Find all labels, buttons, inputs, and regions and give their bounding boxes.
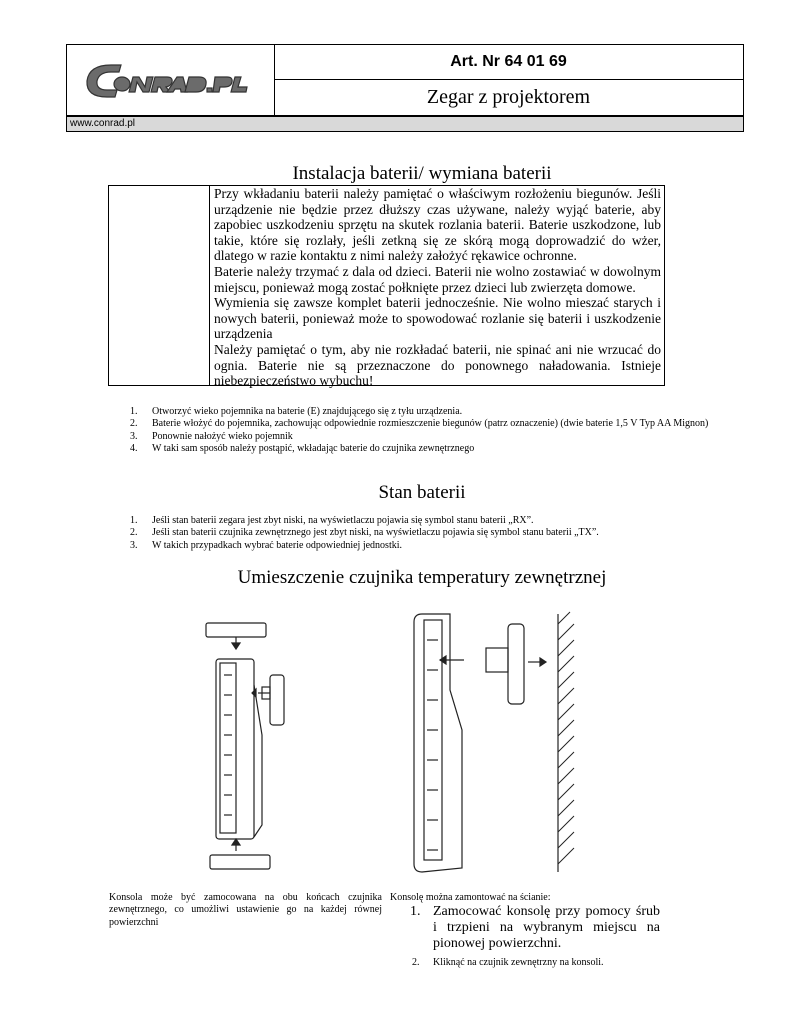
conrad-logo [67, 45, 274, 115]
sensor-stand-illustration [190, 615, 310, 880]
list-item: 3. W takich przypadkach wybrać baterie odpowiedniej jednostki. [130, 539, 403, 551]
list-item: 3. Ponownie nałożyć wieko pojemnik [130, 430, 293, 442]
list-item: 1. Otworzyć wieko pojemnika na baterie (E) znajdującego się z tyłu urządzenia. [130, 406, 463, 417]
list-item: 2. Jeśli stan baterii czujnika zewnętrznego jest zbyt niski, na wyświetlaczu pojawia się symbol stanu baterii „TX”. [130, 527, 599, 539]
logo-cell [67, 45, 275, 115]
wall-mount-steps [390, 904, 660, 969]
website-url: www.conrad.pl [66, 116, 744, 132]
list-item: 2. Baterie włożyć do pojemnika, zachowując odpowiednie rozmieszczenie biegunów (patrz oznaczenie) (dwie baterie 1,5 V Typ AA Mignon) [130, 418, 709, 430]
battery-steps-list [108, 406, 728, 456]
warning-paragraph: Należy pamiętać o tym, aby nie rozkładać baterii, nie spinać ani nie wrzucać do ognia. Baterie nie są przeznaczone do ponownego naładowania. Istnieje niebezpieczeństwo wybuchu! [214, 341, 661, 389]
wall-mount-intro: Konsolę można zamontować na ścianie: [390, 892, 551, 903]
list-item: 1. Jeśli stan baterii zegara jest zbyt niski, na wyświetlaczu pojawia się symbol stanu baterii „RX”. [130, 515, 534, 526]
document-header [66, 44, 744, 116]
warning-icon-cell [109, 186, 210, 385]
sensor-placement-heading: Umieszczenie czujnika temperatury zewnętrznej [237, 567, 607, 588]
battery-warning-box [108, 185, 665, 389]
battery-status-list [108, 515, 728, 552]
battery-status-heading: Stan baterii [378, 482, 466, 503]
battery-install-heading: Instalacja baterii/ wymiana baterii [292, 163, 552, 184]
sensor-wall-illustration [410, 610, 585, 880]
warning-paragraph: Wymienia się zawsze komplet baterii jednocześnie. Nie wolno mieszać starych i nowych baterii, ponieważ może to spowodować rozlanie się baterii i uszkodzenie urządzenia [214, 295, 661, 342]
stand-caption: Konsola może być zamocowana na obu końcach czujnika zewnętrznego, co umożliwi ustawienie go na każdej równej powierzchni [109, 892, 382, 928]
list-item: 2. Kliknąć na czujnik zewnętrzny na konsoli. [412, 956, 604, 968]
article-number: Art. Nr 64 01 69 [274, 45, 743, 80]
list-item: 1. Zamocować konsolę przy pomocy śrub i trzpieni na wybranym miejscu na pionowej powierzchni. [410, 904, 660, 952]
list-item: 4. W taki sam sposób należy postąpić, wkładając baterie do czujnika zewnętrznego [130, 443, 475, 455]
warning-text [210, 186, 664, 389]
warning-paragraph: Baterie należy trzymać z dala od dzieci. Baterii nie wolno zostawiać w dowolnym miejscu, ponieważ mogą zostać połknięte przez dzieci lub zwierzęta domowe. [214, 263, 661, 295]
product-title: Zegar z projektorem [426, 86, 591, 108]
warning-paragraph: Przy wkładaniu baterii należy pamiętać o właściwym rozłożeniu biegunów. Jeśli urządzenie nie będzie przez dłuższy czas używane, należy wyjąć baterie, aby zapobiec uszkodzeniu sprzętu na skutek rozlania baterii. Baterie uszkodzone, lub takie, które się rozlały, jeśli zetkną się ze skórą mogą doprowadzić do wżer, dlatego w razie kontaktu z nimi należy założyć rękawice ochronne. [214, 186, 661, 264]
